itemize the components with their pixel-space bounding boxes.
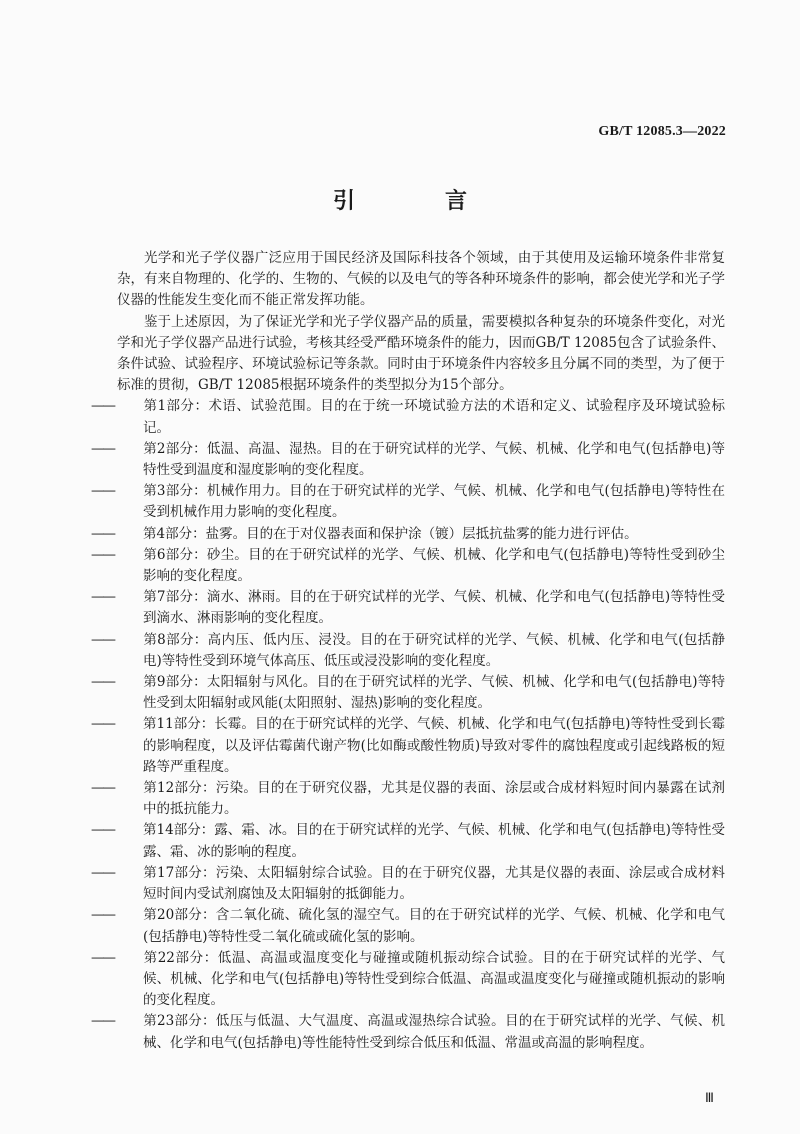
list-item-text: 第7部分：滴水、淋雨。目的在于研究试样的光学、气候、机械、化学和电气(包括静电)等特性受到滴水、淋雨影响的变化程度。	[143, 589, 725, 627]
dash: ——	[91, 631, 114, 648]
list-item	[91, 524, 725, 545]
list-item	[91, 820, 725, 862]
dash: ——	[91, 780, 114, 797]
dash: ——	[91, 716, 114, 733]
list-item	[91, 672, 725, 714]
list-item	[91, 630, 725, 672]
list-item	[91, 545, 725, 587]
list-item	[91, 948, 725, 1012]
paragraph: 鉴于上述原因，为了保证光学和光子学仪器产品的质量，需要模拟各种复杂的环境条件变化，对光学和光子学仪器产品进行试验，考核其经受严酷环境条件的能力，因而GB/T 12085包含了试验条件、条件试验、试验程序、环境试验标记等条款。同时由于环境条件内容较多且分属不同的类型，为了便于标准的贯彻，GB/T 12085根据环境条件的类型拟分为15个部分。	[117, 313, 725, 394]
list-item-text: 第17部分：污染、太阳辐射综合试验。目的在于研究仪器，尤其是仪器的表面、涂层或合成材料短时间内受试剂腐蚀及太阳辐射的抵御能力。	[143, 864, 725, 903]
list-item-text: 第23部分：低压与低温、大气温度、高温或湿热综合试验。目的在于研究试样的光学、气候、机械、化学和电气(包括静电)等性能特性受到综合低压和低温、常温或高温的影响程度。	[143, 1013, 725, 1051]
list-item	[91, 714, 725, 778]
list-item	[91, 396, 725, 438]
page-number: Ⅲ	[705, 1090, 714, 1105]
list-item	[91, 587, 725, 629]
list-item	[91, 905, 725, 947]
list-item-text: 第11部分：长霉。目的在于研究试样的光学、气候、机械、化学和电气(包括静电)等特性受到长霉的影响程度，以及评估霉菌代谢产物(比如酶或酸性物质)导致对零件的腐蚀程度或引起线路板的短路等严重程度。	[143, 716, 725, 775]
standard-number: GB/T 12085.3—2022	[598, 124, 726, 139]
list-item	[91, 481, 725, 523]
dash: ——	[91, 674, 114, 691]
list-item	[91, 863, 725, 905]
list-item-text: 第6部分：砂尘。目的在于研究试样的光学、气候、机械、化学和电气(包括静电)等特性受到砂尘影响的变化程度。	[143, 546, 725, 585]
dash: ——	[91, 864, 114, 881]
list-item-text: 第9部分：太阳辐射与风化。目的在于研究试样的光学、气候、机械、化学和电气(包括静电)等特性受到太阳辐射或风能(太阳照射、湿热)影响的变化程度。	[143, 674, 725, 712]
dash: ——	[91, 525, 114, 542]
list-item-text: 第4部分：盐雾。目的在于对仪器表面和保护涂（镀）层抵抗盐雾的能力进行评估。	[143, 525, 638, 542]
list-item	[91, 778, 725, 820]
list-item-text: 第8部分：高内压、低内压、浸没。目的在于研究试样的光学、气候、机械、化学和电气(包括静电)等特性受到环境气体高压、低压或浸没影响的变化程度。	[143, 631, 725, 669]
list-item-text: 第20部分：含二氧化硫、硫化氢的湿空气。目的在于研究试样的光学、气候、机械、化学和电气(包括静电)等特性受二氧化硫或硫化氢的影响。	[143, 907, 725, 945]
paragraph: 光学和光子学仪器广泛应用于国民经济及国际科技各个领域，由于其使用及运输环境条件非常复杂，有来自物理的、化学的、生物的、气候的以及电气的等各种环境条件的影响，都会使光学和光子学仪器的性能发生变化而不能正常发挥功能。	[117, 250, 725, 309]
list-item-text: 第22部分：低温、高温或温度变化与碰撞或随机振动综合试验。目的在于研究试样的光学、气候、机械、化学和电气(包括静电)等特性受到综合低温、高温或温度变化与碰撞或随机振动的影响的变化程度。	[143, 949, 725, 1009]
dash: ——	[91, 949, 114, 966]
dash: ——	[91, 1013, 114, 1030]
dash: ——	[91, 440, 114, 457]
list-item-text: 第12部分：污染。目的在于研究仪器，尤其是仪器的表面、涂层或合成材料短时间内暴露在试剂中的抵抗能力。	[143, 780, 725, 818]
document-body	[91, 248, 725, 1054]
dash: ——	[91, 589, 114, 606]
list-item	[91, 1011, 725, 1053]
dash: ——	[91, 907, 114, 924]
list-item-text: 第14部分：露、霜、冰。目的在于研究试样的光学、气候、机械、化学和电气(包括静电)等特性受露、霜、冰的影响的程度。	[143, 822, 725, 860]
dash: ——	[91, 483, 114, 500]
list-item-text: 第2部分：低温、高温、湿热。目的在于研究试样的光学、气候、机械、化学和电气(包括静电)等特性受到温度和湿度影响的变化程度。	[143, 440, 725, 479]
dash: ——	[91, 546, 114, 563]
list-item-text: 第3部分：机械作用力。目的在于研究试样的光学、气候、机械、化学和电气(包括静电)等特性在受到机械作用力影响的变化程度。	[143, 483, 725, 521]
dash: ——	[91, 822, 114, 839]
list-item-text: 第1部分：术语、试验范围。目的在于统一环境试验方法的术语和定义、试验程序及环境试验标记。	[143, 398, 725, 436]
list-item	[91, 439, 725, 481]
page-title: 引 言	[332, 189, 501, 214]
dash: ——	[91, 398, 114, 415]
